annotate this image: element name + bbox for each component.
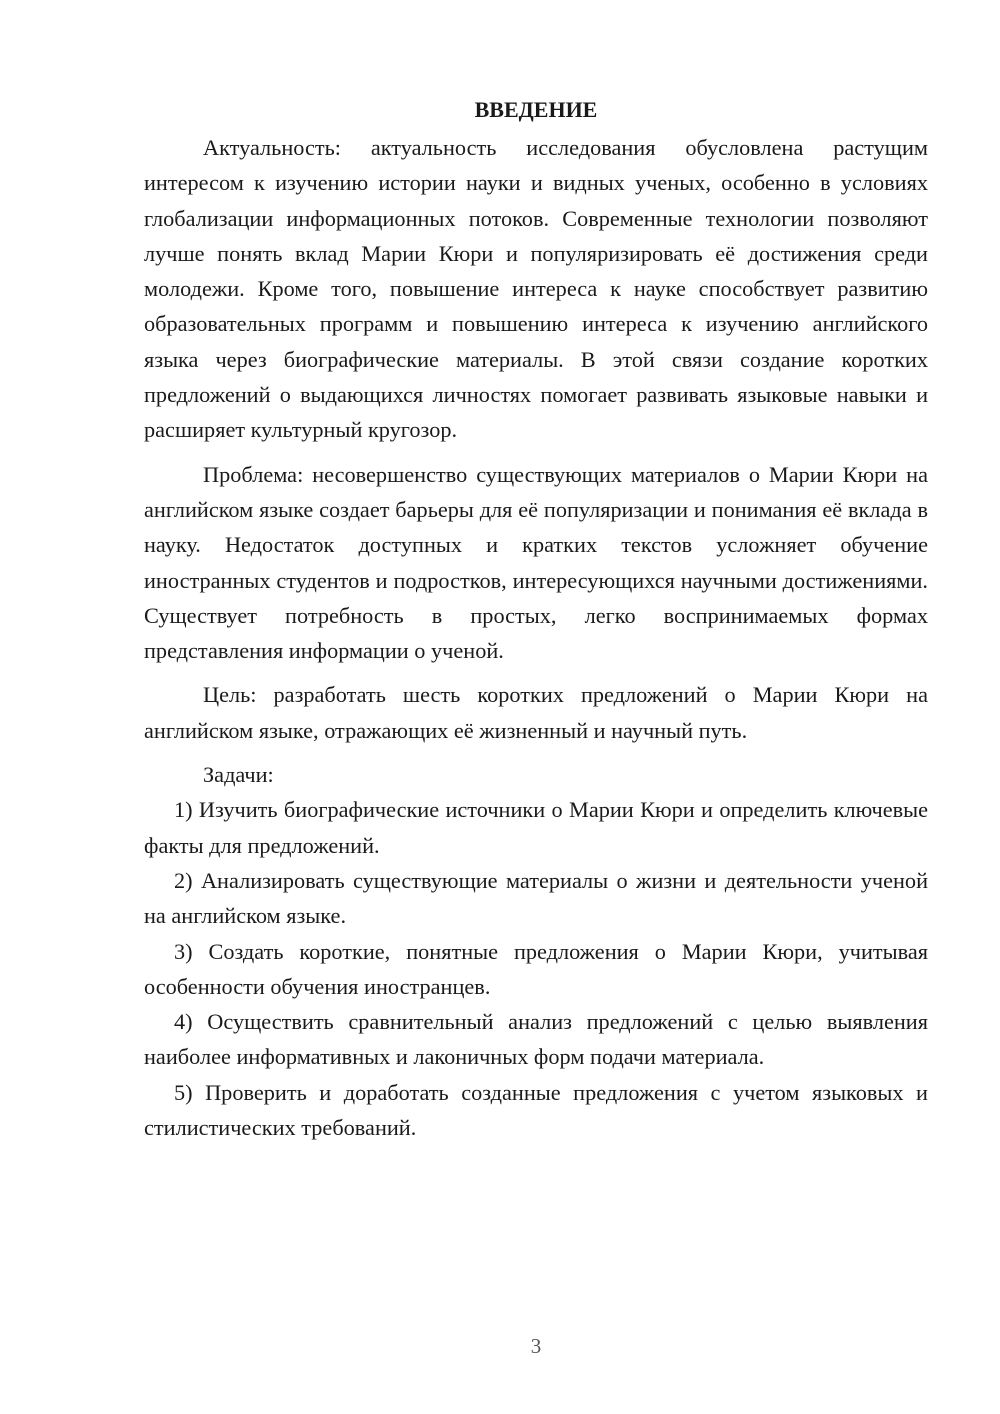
list-item: 1) Изучить биографические источники о Марии Кюри и определить ключевые факты для предложений.: [144, 797, 928, 858]
document-page: [144, 92, 928, 1145]
list-item: 5) Проверить и доработать созданные предложения с учетом языковых и стилистических требований.: [144, 1079, 928, 1141]
paragraph-goal: Цель: разработать шесть коротких предложений о Марии Кюри на английском языке, отражающих её жизненный и научный путь.: [144, 682, 928, 743]
tasks-heading: Задачи:: [203, 762, 274, 788]
paragraph-problem: Проблема: несовершенство существующих материалов о Марии Кюри на английском языке создает барьеры для её популяризации и понимания её вклада в науку. Недостаток доступных и кратких текстов усложняет обучение иностранных студентов и подростков, интересующихся научными достижениями. Существует потребность в простых, легко воспринимаемых формах представления информации о ученой.: [144, 461, 928, 664]
paragraph-relevance: Актуальность: актуальность исследования обусловлена растущим интересом к изучению истории науки и видных ученых, особенно в условиях глобализации информационных потоков. Современные технологии позволяют лучше понять вклад Марии Кюри и популяризировать её достижения среди молодежи. Кроме того, повышение интереса к науке способствует развитию образовательных программ и повышению интереса к изучению английского языка через биографические материалы. В этой связи создание коротких предложений о выдающихся личностях помогает развивать языковые навыки и расширяет культурный кругозор.: [144, 135, 928, 443]
list-item: 3) Создать короткие, понятные предложения о Марии Кюри, учитывая особенности обучения иностранцев.: [144, 938, 928, 999]
section-title: ВВЕДЕНИЕ: [474, 97, 598, 122]
page-number: 3: [530, 1334, 542, 1358]
list-item: 2) Анализировать существующие материалы о жизни и деятельности ученой на английском языке.: [144, 867, 928, 929]
tasks-list: [144, 792, 928, 1145]
list-item: 4) Осуществить сравнительный анализ предложений с целью выявления наиболее информативных и лаконичных форм подачи материала.: [144, 1009, 928, 1070]
